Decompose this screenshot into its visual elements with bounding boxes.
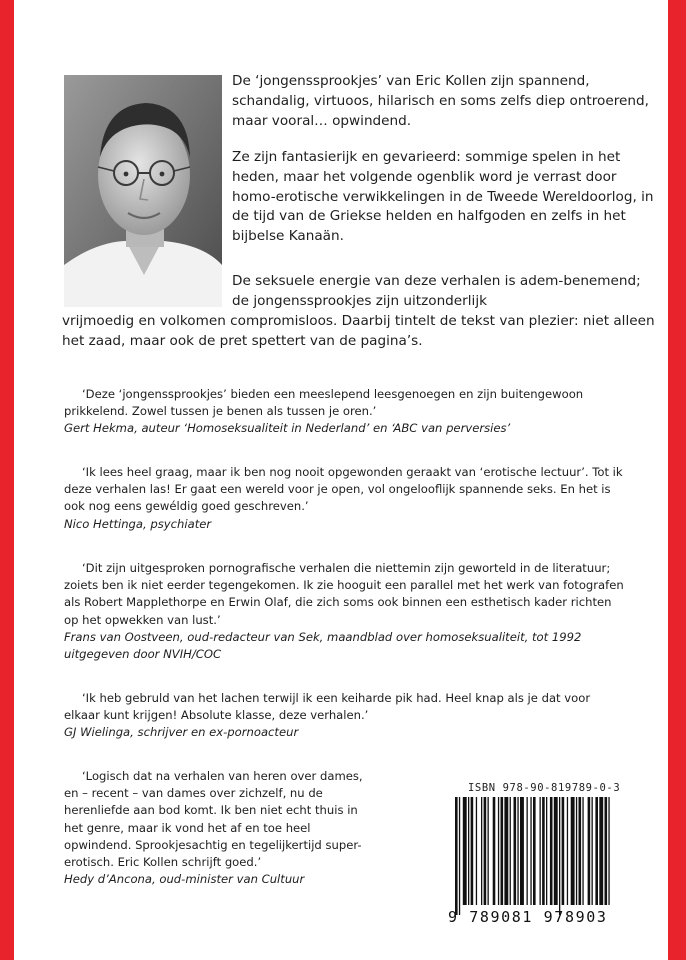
- blurb-paragraph-2: Ze zijn fantasierijk en gevarieerd: sommige spelen in het heden, maar het volgende ogenblik word je verrast door homo-erotische verwikkelingen in de Tweede Wereldoorlog, in de tijd van de Griekse helden en halfgoden en zelfs in het bijbelse Kanaän.: [232, 149, 654, 245]
- blurb-paragraph-3-end: vrijmoedig en volkomen compromisloos. Daarbij tintelt de tekst van plezier: niet alleen het zaad, maar ook de pret spettert van de pagina’s.: [62, 313, 655, 349]
- isbn-digits: 9 789081 978903: [448, 908, 608, 926]
- barcode-bar: [517, 797, 518, 905]
- quote-attribution: Gert Hekma, auteur ‘Homoseksualiteit in Nederland’ en ‘ABC van perversies’: [64, 421, 511, 436]
- quote-attribution: Nico Hettinga, psychiater: [64, 516, 212, 531]
- barcode-bar: [471, 797, 474, 905]
- barcode-bar: [514, 797, 517, 905]
- barcode-bar: [488, 797, 489, 905]
- blurb-paragraph-3-start: De seksuele energie van deze verhalen is adem-benemend; de jongenssprookjes zijn uitzonderlijk: [232, 273, 641, 309]
- barcode-bar: [592, 797, 593, 905]
- barcode-bar: [595, 797, 598, 905]
- barcode-bar: [579, 797, 582, 905]
- barcode-bar: [459, 797, 460, 915]
- barcode-bar: [582, 797, 583, 905]
- barcode-bar: [527, 797, 528, 905]
- quote-text: ‘Deze ‘jongenssprookjes’ bieden een meeslepend leesgenoegen en zijn buitengewoon prikkelend. Zowel tussen je benen als tussen je oren.’: [64, 387, 584, 419]
- barcode-bar: [576, 797, 577, 905]
- barcode-bar: [493, 797, 496, 905]
- barcode-bar: [468, 797, 469, 905]
- barcode-bar: [605, 797, 608, 905]
- barcode-bar: [510, 797, 511, 905]
- barcode-bar: [484, 797, 487, 905]
- barcode-bar: [608, 797, 609, 905]
- quote-attribution: Hedy d’Ancona, oud-minister van Cultuur: [64, 872, 305, 887]
- review-quote: [64, 464, 624, 533]
- barcode-bar: [530, 797, 531, 905]
- barcode-bar: [455, 797, 458, 915]
- barcode-bar: [562, 797, 565, 905]
- barcode-bar: [588, 797, 591, 905]
- barcode-bar: [554, 797, 558, 905]
- barcode-bar: [567, 797, 568, 905]
- barcode-bar: [504, 797, 508, 905]
- barcode-bar: [571, 797, 575, 905]
- barcode-bar: [498, 797, 499, 905]
- barcode-bar: [481, 797, 482, 905]
- quote-text: ‘Dit zijn uitgesproken pornografische verhalen die niettemin zijn geworteld in de literatuur; zoiets ben ik niet eerder tegengekomen. Ik zie hooguit een parallel met het werk van fotografen als Robert Mapplethorpe en Erwin Olaf, die zich soms ook binnen een esthetisch kader richten op het opwekken van lust.’: [64, 561, 624, 627]
- review-quote: [64, 386, 624, 438]
- quote-attribution: GJ Wielinga, schrijver en ex-pornoacteur: [64, 725, 299, 740]
- barcode-bar: [542, 797, 545, 905]
- red-border-left: [0, 0, 14, 960]
- barcode-bar: [520, 797, 524, 905]
- barcode-bar: [476, 797, 477, 905]
- barcode-bar: [501, 797, 504, 905]
- quote-text: ‘Logisch dat na verhalen van heren over dames, en – recent – van dames over zichzelf, nu de herenliefde aan bod komt. Ik ben niet echt thuis in het genre, maar ik vond het af en toe heel opwindend. Sprookjesachtig en tegelijkertijd super-erotisch. Eric Kollen schrijft goed.’: [64, 769, 363, 870]
- quote-attribution: Frans van Oostveen, oud-redacteur van Sek, maandblad over homoseksualiteit, tot 1992 uitgegeven door NVIH/COC: [64, 629, 582, 662]
- quote-text: ‘Ik heb gebruld van het lachen terwijl ik een keiharde pik had. Heel knap als je dat voor elkaar kunt krijgen! Absolute klasse, deze verhalen.’: [64, 691, 591, 723]
- barcode-bar: [533, 797, 536, 905]
- red-border-right: [668, 0, 686, 960]
- blurb-paragraph-1: De ‘jongenssprookjes’ van Eric Kollen zijn spannend, schandalig, virtuoos, hilarisch en soms zelfs diep ontroerend, maar vooral… opwindend.: [232, 73, 649, 129]
- review-quote: [64, 560, 624, 663]
- barcode-bar: [546, 797, 547, 905]
- review-quote: [64, 690, 624, 742]
- barcode-bar: [550, 797, 553, 905]
- quote-text: ‘Ik lees heel graag, maar ik ben nog nooit opgewonden geraakt van ‘erotische lectuur’. Tot ik deze verhalen las! Er gaat een wereld voor je open, vol ongelooflijk spannende seks. En het is ook nog eens gewéldig goed geschreven.’: [64, 465, 623, 514]
- barcode-bar: [559, 797, 560, 915]
- review-quote: [64, 768, 364, 888]
- barcode-bar: [599, 797, 603, 905]
- barcode-bar: [463, 797, 467, 905]
- author-photo: [64, 75, 222, 307]
- barcode-bar: [540, 797, 541, 905]
- isbn-label: ISBN 978-90-819789-0-3: [468, 782, 621, 794]
- isbn-barcode: [451, 797, 666, 922]
